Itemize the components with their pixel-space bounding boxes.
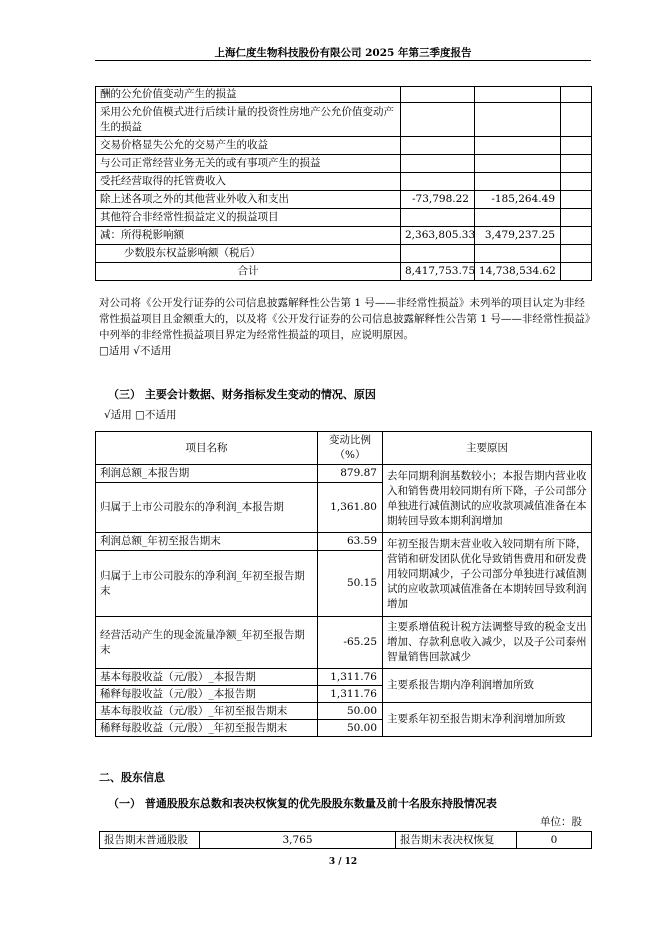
table-row — [96, 137, 592, 155]
current-period-value: 2,363,805.33 — [401, 227, 475, 245]
table-row — [96, 173, 592, 191]
table-row — [96, 191, 592, 209]
page-header: 上海仁度生物科技股份有限公司 2025 年第三季度报告 — [214, 47, 472, 59]
current-period-value — [401, 87, 475, 103]
row-label: 少数股东权益影响额（税后） — [96, 245, 401, 263]
current-period-value — [401, 155, 475, 173]
item-cell: 稀释每股收益（元/股）_本报告期 — [96, 686, 318, 703]
note-cell — [561, 103, 592, 137]
table-row — [96, 87, 592, 103]
table-header-row — [96, 432, 592, 465]
ratio-cell: 879.87 — [318, 465, 383, 483]
item-cell: 基本每股收益（元/股）_年初至报告期末 — [96, 703, 318, 720]
ratio-cell: 50.00 — [318, 703, 383, 720]
note-cell — [561, 209, 592, 227]
ratio-cell: 63.59 — [318, 533, 383, 551]
ytd-value — [475, 209, 561, 227]
ytd-value — [475, 245, 561, 263]
applicability-option-1: □适用 √不适用 — [99, 345, 172, 357]
ytd-value: 14,738,534.62 — [475, 263, 561, 281]
row-label: 与公司正常经营业务无关的或有事项产生的损益 — [96, 155, 401, 173]
row-label: 除上述各项之外的其他营业外收入和支出 — [96, 191, 401, 209]
note-cell — [561, 191, 592, 209]
common-holders-label: 报告期末普通股股 — [100, 832, 200, 849]
item-cell: 经营活动产生的现金流量净额_年初至报告期末 — [96, 617, 318, 669]
table-row — [96, 533, 592, 551]
current-period-value — [401, 137, 475, 155]
current-period-value — [401, 103, 475, 137]
item-cell: 利润总额_本报告期 — [96, 465, 318, 483]
note-cell — [561, 155, 592, 173]
note-cell — [561, 87, 592, 103]
table-row — [96, 703, 592, 720]
table-row — [96, 617, 592, 669]
column-header-reason: 主要原因 — [383, 432, 592, 465]
row-label: 采用公允价值模式进行后续计量的投资性房地产公允价值变动产生的损益 — [96, 103, 401, 137]
section-3-title: （三） 主要会计数据、财务指标发生变动的情况、原因 — [108, 388, 376, 401]
unit-label: 单位：股 — [540, 816, 582, 828]
column-header-item: 项目名称 — [96, 432, 318, 465]
common-holders-value: 3,765 — [200, 832, 396, 849]
ytd-value: 3,479,237.25 — [475, 227, 561, 245]
ratio-cell: 50.15 — [318, 551, 383, 617]
ytd-value — [475, 155, 561, 173]
table-row-total — [96, 263, 592, 281]
section-2-1-title: （一） 普通股股东总数和表决权恢复的优先股股东数量及前十名股东持股情况表 — [108, 797, 497, 810]
ytd-value — [475, 173, 561, 191]
row-label: 其他符合非经常性损益定义的损益项目 — [96, 209, 401, 227]
ratio-cell: 1,311.76 — [318, 686, 383, 703]
nonrecurring-table — [95, 86, 592, 281]
ratio-cell: 1,361.80 — [318, 483, 383, 533]
note-cell — [561, 137, 592, 155]
change-table — [95, 431, 592, 737]
ratio-cell: -65.25 — [318, 617, 383, 669]
current-period-value: -73,798.22 — [401, 191, 475, 209]
table-row — [96, 103, 592, 137]
reason-cell: 主要系增值税计税方法调整导致的税金支出增加、存款利息收入减少，以及子公司泰州智量销售回款减少 — [383, 617, 592, 669]
reason-cell: 去年同期利润基数较小；本报告期内营业收入和销售费用较同期有所下降，子公司部分单独进行减值测试的应收款项减值准备在本期转回导致本期利润增加 — [383, 465, 592, 533]
item-cell: 归属于上市公司股东的净利润_年初至报告期末 — [96, 551, 318, 617]
table-row — [96, 465, 592, 483]
page-number: 3 / 12 — [328, 857, 358, 867]
ytd-value — [475, 103, 561, 137]
table-row — [96, 227, 592, 245]
ytd-value: -185,264.49 — [475, 191, 561, 209]
reason-cell: 年初至报告期末营业收入较同期有所下降，营销和研发团队优化导致销售费用和研发费用较同期减少，子公司部分单独进行减值测试的应收款项减值准备在本期转回导致利润增加 — [383, 533, 592, 617]
section-2-title: 二、股东信息 — [99, 771, 165, 784]
current-period-value — [401, 245, 475, 263]
item-cell: 稀释每股收益（元/股）_年初至报告期末 — [96, 720, 318, 737]
reason-cell: 主要系报告期内净利润增加所致 — [383, 669, 592, 703]
ytd-value — [475, 87, 561, 103]
header-divider — [95, 60, 591, 61]
note-cell — [561, 263, 592, 281]
ratio-cell: 1,311.76 — [318, 669, 383, 686]
applicability-option-2: √适用 □不适用 — [104, 409, 177, 421]
ytd-value — [475, 137, 561, 155]
holders-table — [99, 831, 592, 849]
preferred-holders-value: 0 — [517, 832, 592, 849]
note-cell — [561, 173, 592, 191]
table-row — [100, 832, 592, 849]
table-row — [96, 209, 592, 227]
item-cell: 归属于上市公司股东的净利润_本报告期 — [96, 483, 318, 533]
preferred-holders-label: 报告期末表决权恢复 — [396, 832, 517, 849]
item-cell: 基本每股收益（元/股）_本报告期 — [96, 669, 318, 686]
table-row — [96, 245, 592, 263]
ratio-cell: 50.00 — [318, 720, 383, 737]
note-paragraph: 对公司将《公开发行证券的公司信息披露解释性公告第 1 号——非经常性损益》未列举的项目认定为非经常性损益项目且金额重大的，以及将《公开发行证券的公司信息披露解释性公告第 1 号——非经常性损益》中列举的非经常性损益项目界定为经常性损益的项目，应说明原因。 — [99, 297, 591, 341]
row-label: 酬的公允价值变动产生的损益 — [96, 87, 401, 103]
current-period-value: 8,417,753.75 — [401, 263, 475, 281]
note-cell — [561, 227, 592, 245]
row-label: 交易价格显失公允的交易产生的收益 — [96, 137, 401, 155]
row-label: 合计 — [96, 263, 401, 281]
current-period-value — [401, 173, 475, 191]
table-row — [96, 669, 592, 686]
reason-cell: 主要系年初至报告期末净利润增加所致 — [383, 703, 592, 737]
item-cell: 利润总额_年初至报告期末 — [96, 533, 318, 551]
column-header-ratio: 变动比例（%） — [318, 432, 383, 465]
current-period-value — [401, 209, 475, 227]
table-row — [96, 155, 592, 173]
note-cell — [561, 245, 592, 263]
row-label: 受托经营取得的托管费收入 — [96, 173, 401, 191]
row-label: 减：所得税影响额 — [96, 227, 401, 245]
